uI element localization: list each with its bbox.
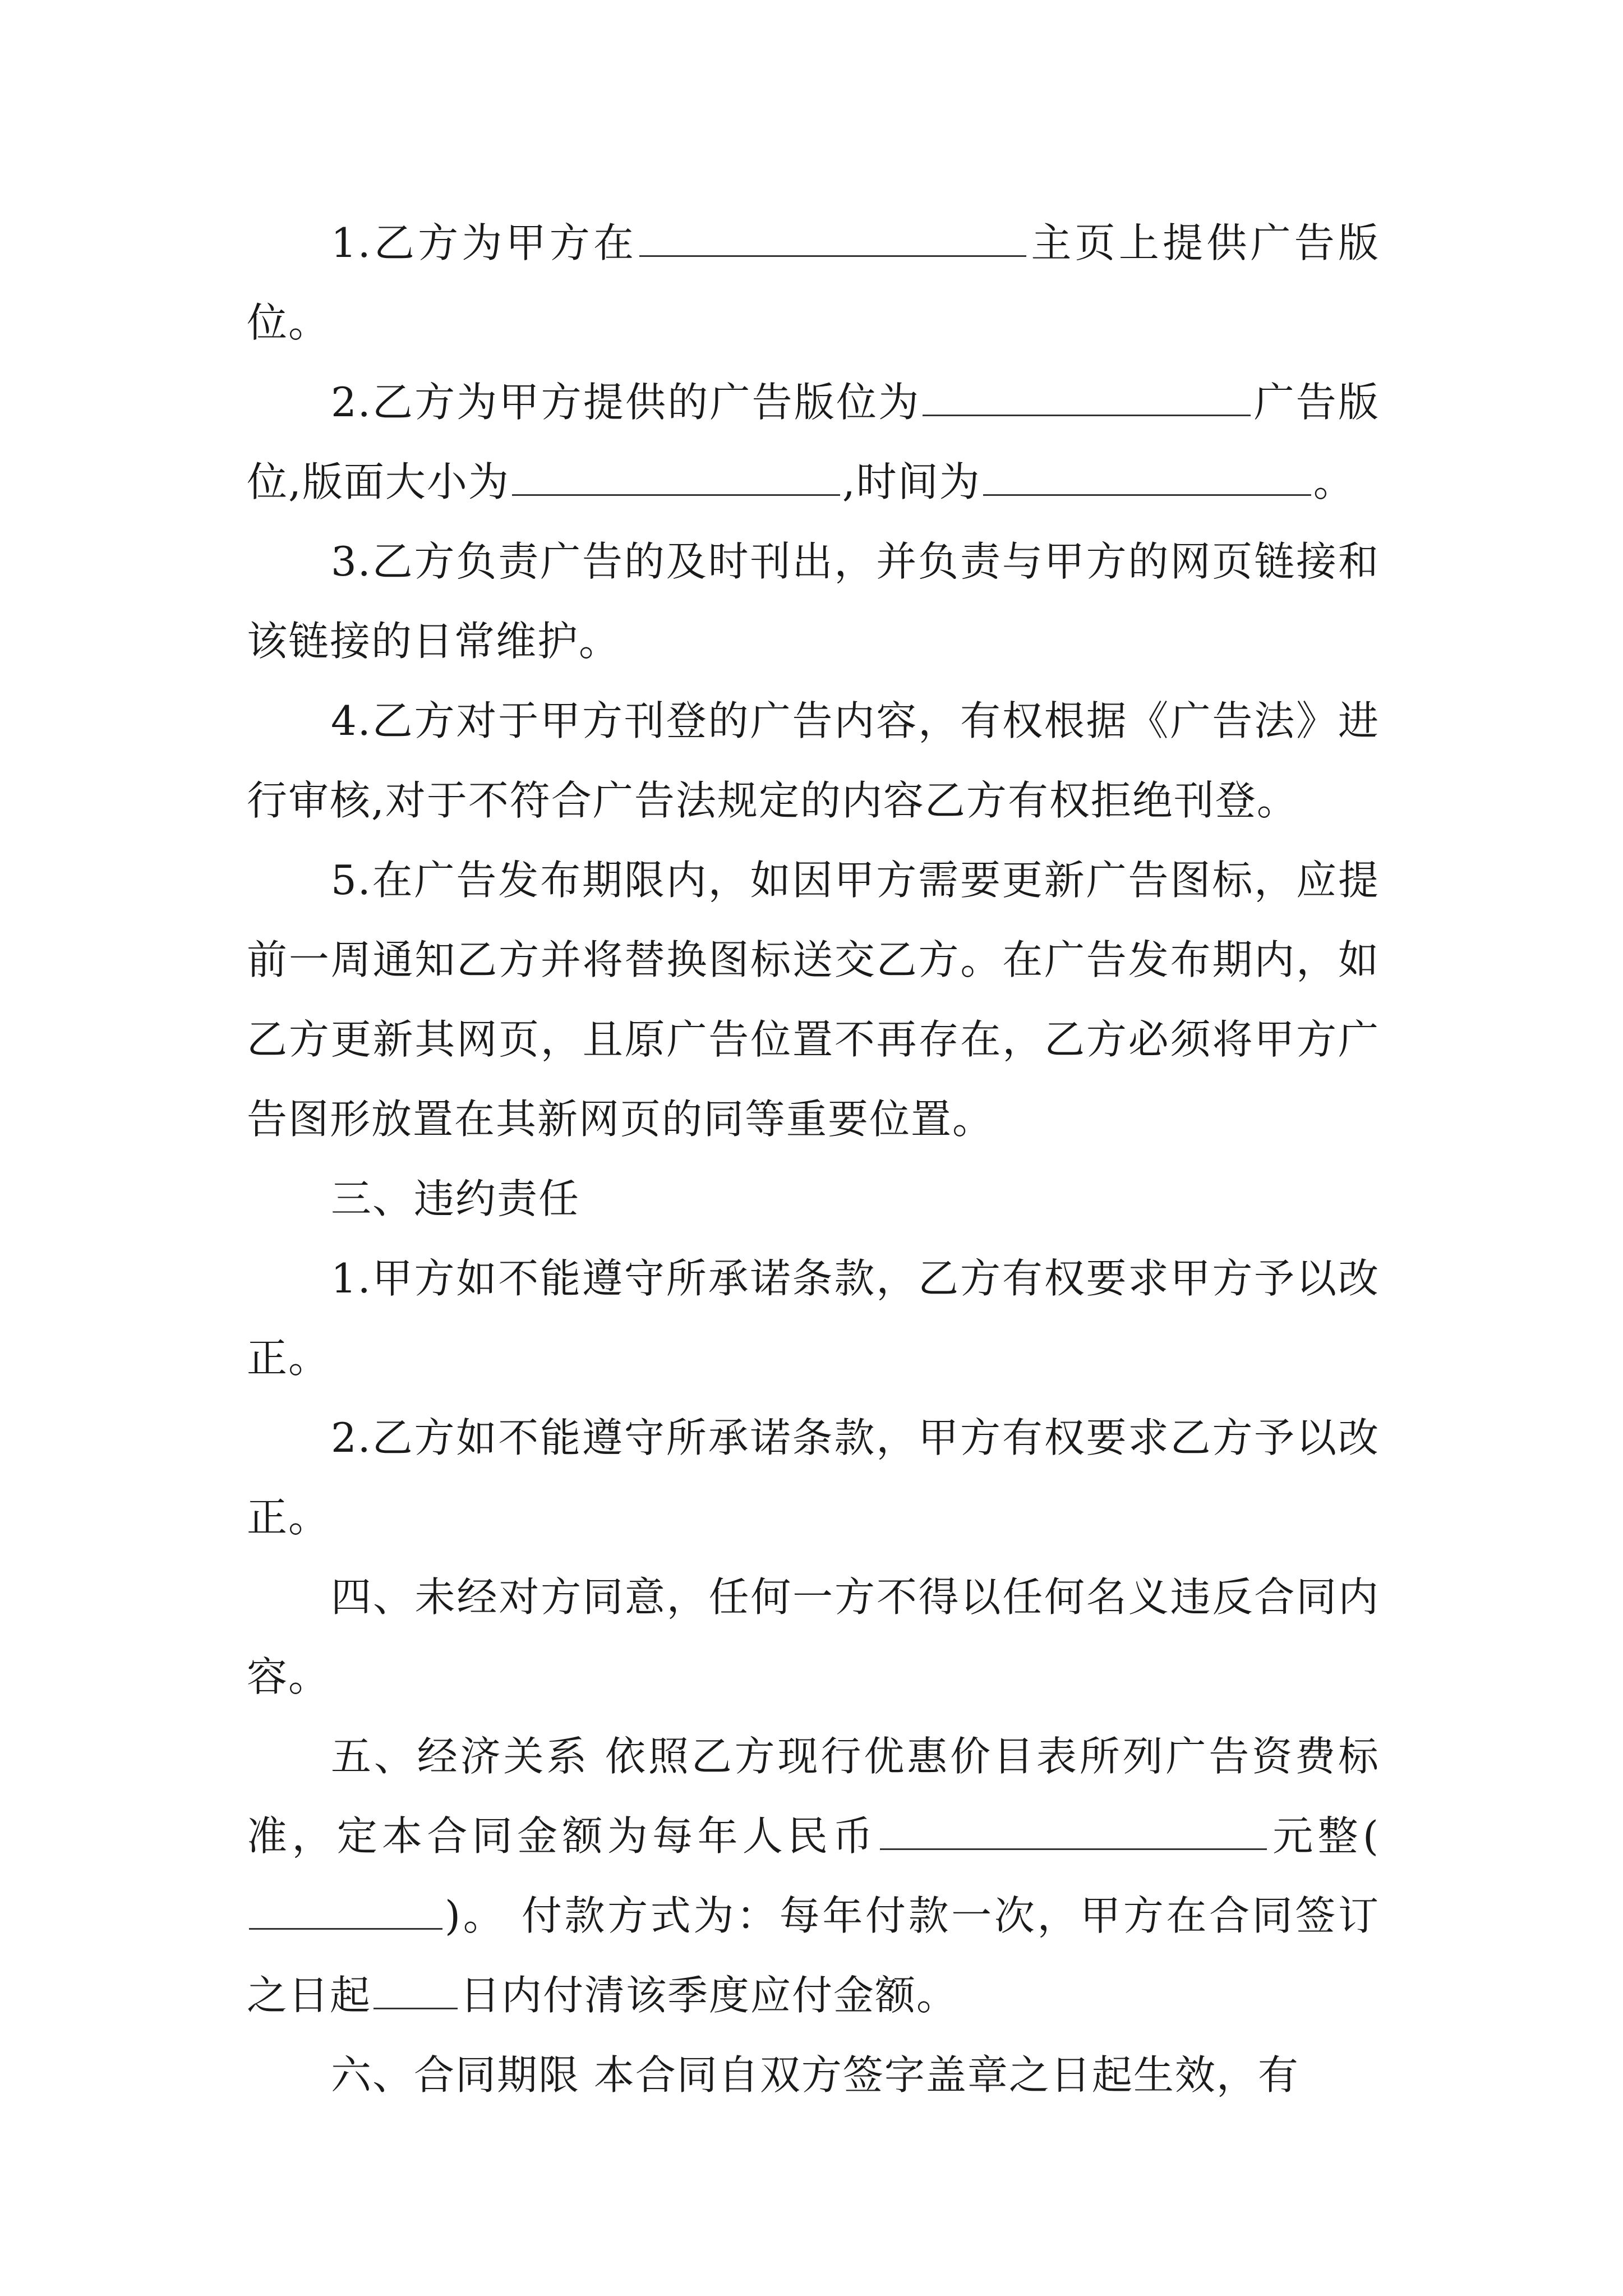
section-5-tail: 日内付清该季度应付金额。 <box>460 1972 958 2019</box>
contract-body <box>247 203 1380 2115</box>
section-3-item-1: 1.甲方如不能遵守所承诺条款，乙方有权要求甲方予以改正。 <box>247 1255 1380 1382</box>
website-blank <box>639 213 1026 257</box>
ad-size-blank <box>512 452 840 496</box>
ad-time-blank <box>983 452 1311 496</box>
clause-2-size-label: 广告版位,版面大小为 <box>247 379 1380 505</box>
clause-3: 3.乙方负责广告的及时刊出，并负责与甲方的网页链接和该链接的日常维护。 <box>247 538 1380 665</box>
section-3-item-2: 2.乙方如不能遵守所承诺条款，甲方有权要求乙方予以改正。 <box>247 1414 1380 1541</box>
section-5 <box>247 1717 1380 2035</box>
clause-1-prefix: 1.乙方为甲方在 <box>331 219 638 266</box>
clause-1-suffix: 主页上提供广告版位。 <box>247 219 1380 346</box>
clause-5: 5.在广告发布期限内，如因甲方需要更新广告图标，应提前一周通知乙方并将替换图标送交乙方。在广告发布期内，如乙方更新其网页，且原广告位置不再存在，乙方必须将甲方广告图形放置在其新网页的同等重要位置。 <box>247 857 1380 1143</box>
section-5-prefix: 五、经济关系 依照乙方现行优惠价目表所列广告资费标准，定本合同金额为每年人民币 <box>247 1733 1380 1860</box>
ad-slot-blank <box>923 372 1251 416</box>
section-6: 六、合同期限 本合同自双方签字盖章之日起生效，有 <box>331 2051 1299 2099</box>
section-3-heading: 三、违约责任 <box>331 1175 580 1222</box>
section-5-unit: 元整 <box>1269 1812 1363 1860</box>
clause-2 <box>247 362 1380 522</box>
days-blank <box>374 1965 458 2009</box>
paren-open: ( <box>1362 1812 1380 1860</box>
clause-2-suffix: 。 <box>1313 458 1355 505</box>
amount-capital-blank <box>249 1885 442 1930</box>
clause-4: 4.乙方对于甲方刊登的广告内容，有权根据《广告法》进行审核,对于不符合广告法规定的内容乙方有权拒绝刊登。 <box>247 697 1380 824</box>
clause-2-prefix: 2.乙方为甲方提供的广告版位为 <box>331 379 921 426</box>
clause-1 <box>247 203 1380 362</box>
payment-method: )。 付款方式为：每年付款一次，甲方在合同签订之日起 <box>247 1892 1380 2019</box>
amount-blank <box>880 1806 1267 1850</box>
section-4: 四、未经对方同意，任何一方不得以任何名义违反合同内容。 <box>247 1573 1380 1700</box>
clause-2-time-label: ,时间为 <box>842 458 981 505</box>
